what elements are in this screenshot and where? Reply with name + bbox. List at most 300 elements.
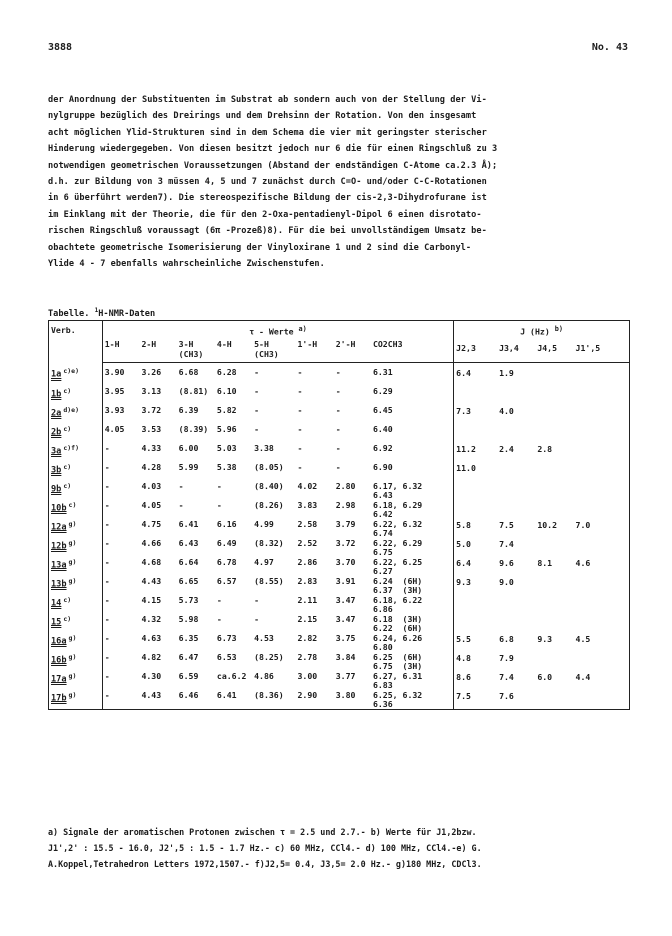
tau-value: - <box>104 632 110 643</box>
j-value: 5.8 <box>456 519 471 530</box>
j-value <box>535 538 573 557</box>
compound-cell <box>49 362 103 386</box>
col-header-tau <box>102 337 139 363</box>
compound-id: 14 <box>51 598 62 609</box>
col-header-sub: (CH3) <box>254 348 279 359</box>
issue-number: No. 43 <box>591 42 628 53</box>
col-header-label: 4-H <box>216 338 232 349</box>
tau-value: - <box>104 594 110 605</box>
compound-note: c) <box>63 462 72 471</box>
col-header-label: 5-H <box>254 338 269 349</box>
body-line: der Anordnung der Substituenten im Substrat ab sondern auch von der Stellung der Vi- <box>48 95 487 105</box>
table-caption <box>48 307 155 319</box>
table-row <box>49 671 630 690</box>
tau-value: 3.75 <box>335 632 356 643</box>
compound-note: g) <box>68 557 77 566</box>
col-header-tau <box>252 337 295 363</box>
tau-value: 3.53 <box>141 423 162 434</box>
j-value: 4.5 <box>574 633 630 652</box>
compound-id: 15 <box>51 617 62 628</box>
compound-id: 16a <box>51 636 67 647</box>
tau-value: (8.05) <box>254 461 284 472</box>
j-value <box>454 481 497 500</box>
tau-value: (8.25) <box>254 651 284 662</box>
j-value <box>497 614 535 633</box>
col-header-j: J2,3 <box>454 337 497 363</box>
tau-value: (8.36) <box>252 690 295 710</box>
col-header-tau <box>215 337 252 363</box>
table-caption-prefix: Tabelle. <box>48 308 90 319</box>
tau-value: 6.49 <box>216 537 237 548</box>
tau-value: 3.72 <box>141 404 162 415</box>
tau-value: 6.25 (6H) 6.75 (3H) <box>371 652 454 671</box>
compound-note: c)f) <box>63 443 80 452</box>
tau-value: 6.29 <box>371 386 454 405</box>
j-value <box>454 424 497 443</box>
tau-value: 2.11 <box>297 594 318 605</box>
compound-id: 3b <box>51 465 62 476</box>
tau-value: - <box>297 461 303 472</box>
tau-value: - <box>178 480 184 491</box>
j-value: 11.0 <box>456 462 476 473</box>
j-value: 6.8 <box>499 633 514 644</box>
tau-value: 6.65 <box>178 575 199 586</box>
tau-value: (8.32) <box>254 537 284 548</box>
j-value <box>535 405 573 424</box>
j-value <box>574 405 630 424</box>
j-value <box>497 481 535 500</box>
tau-value: 5.38 <box>216 461 237 472</box>
tau-value: 6.59 <box>178 670 199 681</box>
compound-note: c) <box>63 614 72 623</box>
compound-cell <box>49 671 103 690</box>
compound-cell <box>49 576 103 595</box>
compound-note: c) <box>63 424 72 433</box>
tau-value: - <box>335 385 341 396</box>
tau-value: - <box>335 366 341 377</box>
compound-note: g) <box>68 519 77 528</box>
tau-value: 4.28 <box>141 461 162 472</box>
col-header-label: CO2CH3 <box>372 338 403 349</box>
compound-note: g) <box>68 652 77 661</box>
tau-value: 6.47 <box>178 651 199 662</box>
table-row <box>49 633 630 652</box>
tau-value: 4.05 <box>104 423 125 434</box>
compound-id: 1a <box>51 369 62 380</box>
tau-value: - <box>104 537 110 548</box>
j-value: 7.5 <box>499 519 514 530</box>
j-value: 6.4 <box>456 557 471 568</box>
col-header-label: 3-H <box>178 338 194 349</box>
tau-value: 6.64 <box>178 556 199 567</box>
body-line: in 6 überführt werden7). Die stereospezifische Bildung der cis-2,3-Dihydrofurane ist <box>48 193 487 204</box>
tau-value: 3.79 <box>335 518 356 529</box>
j-value <box>535 424 573 443</box>
tau-value: 3.90 <box>104 366 125 377</box>
j-value: 5.5 <box>456 633 471 644</box>
tau-value: - <box>104 480 110 491</box>
compound-id: 12b <box>51 541 67 552</box>
table-row <box>49 405 630 424</box>
compound-note: d)e) <box>63 405 80 414</box>
tau-value: - <box>104 461 110 472</box>
tau-value: (8.81) <box>178 385 209 396</box>
header-j <box>454 321 630 337</box>
tau-value: 6.18, 6.22 6.86 <box>371 595 454 614</box>
tau-value: 6.28 <box>216 366 237 377</box>
compound-cell <box>49 386 103 405</box>
compound-id: 12a <box>51 522 67 533</box>
compound-cell <box>49 519 103 538</box>
compound-cell <box>49 424 103 443</box>
compound-cell <box>49 633 103 652</box>
compound-note: g) <box>68 633 77 642</box>
table-row <box>49 443 630 462</box>
j-value: 4.0 <box>499 405 514 416</box>
j-value <box>574 538 630 557</box>
compound-cell <box>49 500 103 519</box>
compound-cell <box>49 443 103 462</box>
table-row <box>49 481 630 500</box>
compound-id: 16b <box>51 655 67 666</box>
j-value: 4.8 <box>456 652 471 663</box>
compound-id: 2a <box>51 408 62 419</box>
col-header-tau <box>177 337 215 363</box>
j-value <box>574 424 630 443</box>
tau-value: 4.66 <box>141 537 162 548</box>
tau-value: 6.24 (6H) 6.37 (3H) <box>371 576 454 595</box>
table-row <box>49 519 630 538</box>
j-value: 5.0 <box>456 538 471 549</box>
compound-note: c) <box>63 386 72 395</box>
body-line: acht möglichen Ylid-Strukturen sind in dem Schema die vier mit geringster sterischer <box>48 127 487 138</box>
table-row <box>49 690 630 710</box>
tau-value: 6.53 <box>216 651 237 662</box>
compound-cell <box>49 690 103 710</box>
tau-value: 5.96 <box>216 423 237 434</box>
tau-value: - <box>254 385 260 396</box>
tau-value: - <box>297 385 303 396</box>
table-row <box>49 538 630 557</box>
tau-value: (8.39) <box>178 423 209 434</box>
tau-value: 3.93 <box>104 404 125 415</box>
tau-value: (8.40) <box>254 480 284 491</box>
compound-cell <box>49 652 103 671</box>
tau-value: - <box>102 690 139 710</box>
j-value <box>574 614 630 633</box>
tau-value: 4.75 <box>141 518 162 529</box>
tau-value: 6.68 <box>178 366 199 377</box>
j-value: 8.1 <box>537 557 553 568</box>
tau-value: 4.30 <box>141 670 162 681</box>
tau-value: (8.55) <box>254 575 284 586</box>
tau-value: 6.24, 6.26 6.80 <box>371 633 454 652</box>
tau-value: 6.00 <box>178 442 199 453</box>
table-row <box>49 362 630 386</box>
compound-note: g) <box>68 690 77 699</box>
j-value <box>574 462 630 481</box>
tau-value: 6.22, 6.25 6.27 <box>371 557 454 576</box>
j-value <box>535 386 573 405</box>
tau-value: 3.72 <box>335 537 356 548</box>
j-value: 6.0 <box>537 671 553 682</box>
tau-value: 3.91 <box>335 575 356 586</box>
body-line: nylgruppe bezüglich des Dreirings und dem Drehsinn der Rotation. Von den insgesamt <box>48 111 477 122</box>
compound-note: g) <box>68 538 77 547</box>
j-value <box>535 595 573 614</box>
table-row <box>49 576 630 595</box>
tau-value: 5.99 <box>178 461 199 472</box>
compound-cell <box>49 595 103 614</box>
j-value: 7.5 <box>454 690 497 710</box>
compound-id: 1b <box>51 389 62 400</box>
j-value <box>574 362 630 386</box>
tau-value: 6.43 <box>178 537 199 548</box>
tau-value: 4.33 <box>141 442 162 453</box>
j-value <box>497 595 535 614</box>
j-value: 1.9 <box>499 367 514 378</box>
table-caption-rest: H-NMR-Daten <box>98 308 156 319</box>
col-header-tau <box>296 337 334 363</box>
tau-value: - <box>297 404 303 415</box>
tau-value: 6.41 <box>215 690 252 710</box>
tau-value: - <box>297 442 303 453</box>
tau-value: 5.03 <box>216 442 237 453</box>
table-row <box>49 595 630 614</box>
header-tau-note: a) <box>298 325 307 333</box>
compound-cell <box>49 481 103 500</box>
header-j-label: J (Hz) <box>520 326 550 337</box>
tau-value: - <box>335 423 341 434</box>
tau-value: 2.83 <box>297 575 318 586</box>
col-header-j: J4,5 <box>535 337 573 363</box>
tau-value: 4.15 <box>141 594 162 605</box>
j-value <box>454 614 497 633</box>
tau-value: 4.43 <box>141 575 162 586</box>
tau-value: 6.25, 6.32 6.36 <box>371 690 454 710</box>
tau-value: - <box>254 423 260 434</box>
col-header-label: 2-H <box>141 338 157 349</box>
compound-id: 17b <box>51 693 67 704</box>
nmr-table <box>48 320 630 710</box>
footnote-line: A.Koppel,Tetrahedron Letters 1972,1507.- f)J2,5= 0.4, J3,5= 2.0 Hz.- g)180 MHz, CDCl3. <box>48 859 482 869</box>
tau-value: 6.57 <box>216 575 237 586</box>
j-value <box>574 386 630 405</box>
compound-cell <box>49 538 103 557</box>
tau-value: 4.68 <box>141 556 162 567</box>
tau-value: 4.03 <box>141 480 162 491</box>
tau-value: 6.41 <box>178 518 199 529</box>
j-value: 9.0 <box>499 576 514 587</box>
tau-value: 3.47 <box>335 613 356 624</box>
tau-value: 2.82 <box>297 632 318 643</box>
j-value: 4.4 <box>574 671 630 690</box>
tau-value: - <box>104 442 110 453</box>
j-value: 9.3 <box>456 576 471 587</box>
footnotes <box>48 824 648 872</box>
compound-cell <box>49 405 103 424</box>
tau-value: 6.40 <box>371 424 454 443</box>
body-line: rischen Ringschluß voraussagt (6π -Prozeß)8). Für die bei unvollständigem Umsatz be- <box>48 226 487 237</box>
tau-value: - <box>297 366 303 377</box>
col-header-sub: (CH3) <box>178 348 204 359</box>
col-header-tau <box>371 337 454 363</box>
body-line: d.h. zur Bildung von 3 müssen 4, 5 und 7 zunächst durch C=O- und/oder C-C-Rotationen <box>48 177 487 188</box>
j-value: 7.0 <box>574 519 630 538</box>
tau-value: 4.02 <box>297 480 318 491</box>
tau-value: - <box>216 613 222 624</box>
compound-cell <box>49 614 103 633</box>
tau-value: 3.26 <box>141 366 162 377</box>
j-value: 7.9 <box>499 652 514 663</box>
compound-cell <box>49 557 103 576</box>
tau-value: - <box>297 423 303 434</box>
j-value <box>497 500 535 519</box>
tau-value: - <box>178 499 184 510</box>
j-value <box>454 595 497 614</box>
tau-value: 3.13 <box>141 385 162 396</box>
tau-value: 3.47 <box>335 594 356 605</box>
compound-id: 17a <box>51 674 67 685</box>
compound-note: c) <box>63 481 72 490</box>
j-value <box>497 386 535 405</box>
tau-value: 4.82 <box>141 651 162 662</box>
tau-value: 3.38 <box>254 442 274 453</box>
j-value: 6.4 <box>456 367 471 378</box>
tau-value: 4.86 <box>254 670 274 681</box>
tau-value: - <box>104 651 110 662</box>
compound-note: c) <box>68 500 77 509</box>
tau-value: 3.70 <box>335 556 356 567</box>
tau-value: - <box>104 499 110 510</box>
tau-value: - <box>335 461 341 472</box>
tau-value: - <box>254 594 260 605</box>
tau-value: - <box>104 670 110 681</box>
j-value: 7.6 <box>497 690 535 710</box>
j-value <box>535 362 573 386</box>
j-value: 4.6 <box>574 557 630 576</box>
tau-value: 6.31 <box>371 362 454 386</box>
compound-cell <box>49 462 103 481</box>
col-header-tau <box>139 337 176 363</box>
tau-value: 6.10 <box>216 385 237 396</box>
j-value <box>454 500 497 519</box>
tau-value: - <box>104 575 110 586</box>
j-value <box>574 652 630 671</box>
tau-value: - <box>335 404 341 415</box>
body-line: notwendigen geometrischen Voraussetzungen (Abstand der endständigen C-Atome ca.2.3 Å); <box>48 160 498 171</box>
tau-value: 2.52 <box>297 537 318 548</box>
tau-value: 2.98 <box>335 499 356 510</box>
footnote-line: J1',2' : 15.5 - 16.0, J2',5 : 1.5 - 1.7 Hz.- c) 60 MHz, CCl4.- d) 100 MHz, CCl4.-e) G. <box>48 843 482 853</box>
j-value <box>535 690 573 710</box>
body-line: obachtete geometrische Isomerisierung der Vinyloxirane 1 und 2 sind die Carbonyl- <box>48 242 472 253</box>
j-value: 7.3 <box>456 405 471 416</box>
j-value <box>535 614 573 633</box>
compound-id: 10b <box>51 503 67 514</box>
tau-value: 6.78 <box>216 556 237 567</box>
tau-value: 4.53 <box>254 632 274 643</box>
tau-value: 6.92 <box>371 443 454 462</box>
tau-value: 3.77 <box>335 670 356 681</box>
table-row <box>49 500 630 519</box>
j-value: 9.6 <box>499 557 514 568</box>
col-header-tau <box>334 337 371 363</box>
j-value: 7.4 <box>499 538 514 549</box>
tau-value: 6.16 <box>216 518 237 529</box>
compound-id: 3a <box>51 446 62 457</box>
tau-value: 6.22, 6.29 6.75 <box>371 538 454 557</box>
tau-value: - <box>216 499 222 510</box>
tau-value: - <box>335 442 341 453</box>
col-header-label: 1-H <box>104 338 120 349</box>
tau-value: 3.84 <box>335 651 356 662</box>
table-row <box>49 614 630 633</box>
tau-value: 5.73 <box>178 594 199 605</box>
tau-value: 6.39 <box>178 404 199 415</box>
tau-value: 6.45 <box>371 405 454 424</box>
j-value <box>574 443 630 462</box>
tau-value: 6.27, 6.31 6.83 <box>371 671 454 690</box>
body-text <box>48 92 628 272</box>
col-header-label: 1'-H <box>297 338 318 349</box>
j-value <box>535 500 573 519</box>
tau-value: ca.6.2 <box>216 670 247 681</box>
col-header-label: 2'-H <box>335 338 356 349</box>
compound-note: c)e) <box>63 367 80 376</box>
tau-value: 6.18 (3H) 6.22 (6H) <box>371 614 454 633</box>
tau-value: - <box>254 366 260 377</box>
tau-value: 4.97 <box>254 556 274 567</box>
header-tau-label: τ - Werte <box>249 326 294 337</box>
j-value <box>535 462 573 481</box>
tau-value: - <box>216 480 222 491</box>
tau-value: 6.46 <box>177 690 215 710</box>
j-value <box>454 386 497 405</box>
tau-value: 3.95 <box>104 385 125 396</box>
j-value <box>574 500 630 519</box>
table-row <box>49 386 630 405</box>
j-value: 2.8 <box>537 443 553 454</box>
table-row <box>49 557 630 576</box>
page-number: 3888 <box>48 42 73 53</box>
tau-value: 6.90 <box>371 462 454 481</box>
compound-id: 9b <box>51 484 62 495</box>
j-value: 9.3 <box>537 633 553 644</box>
j-value <box>535 576 573 595</box>
tau-value: - <box>104 556 110 567</box>
tau-value: 4.05 <box>141 499 162 510</box>
body-line: im Einklang mit der Theorie, die für den 2-Oxa-pentadienyl-Dipol 6 einen disrotato- <box>48 209 482 220</box>
header-verb: Verb. <box>49 321 103 363</box>
compound-id: 2b <box>51 427 62 438</box>
tau-value: 4.99 <box>254 518 274 529</box>
tau-value: 6.22, 6.32 6.74 <box>371 519 454 538</box>
col-header-j: J1',5 <box>574 337 630 363</box>
tau-value: 6.18, 6.29 6.42 <box>371 500 454 519</box>
table-row <box>49 652 630 671</box>
j-value <box>497 424 535 443</box>
table-caption-sup: 1 <box>94 307 99 314</box>
j-value <box>535 652 573 671</box>
tau-value: 6.73 <box>216 632 237 643</box>
tau-value: 2.90 <box>296 690 334 710</box>
tau-value: 4.43 <box>139 690 176 710</box>
tau-value: 5.98 <box>178 613 199 624</box>
col-header-j: J3,4 <box>497 337 535 363</box>
j-value <box>574 576 630 595</box>
tau-value: 3.80 <box>334 690 371 710</box>
